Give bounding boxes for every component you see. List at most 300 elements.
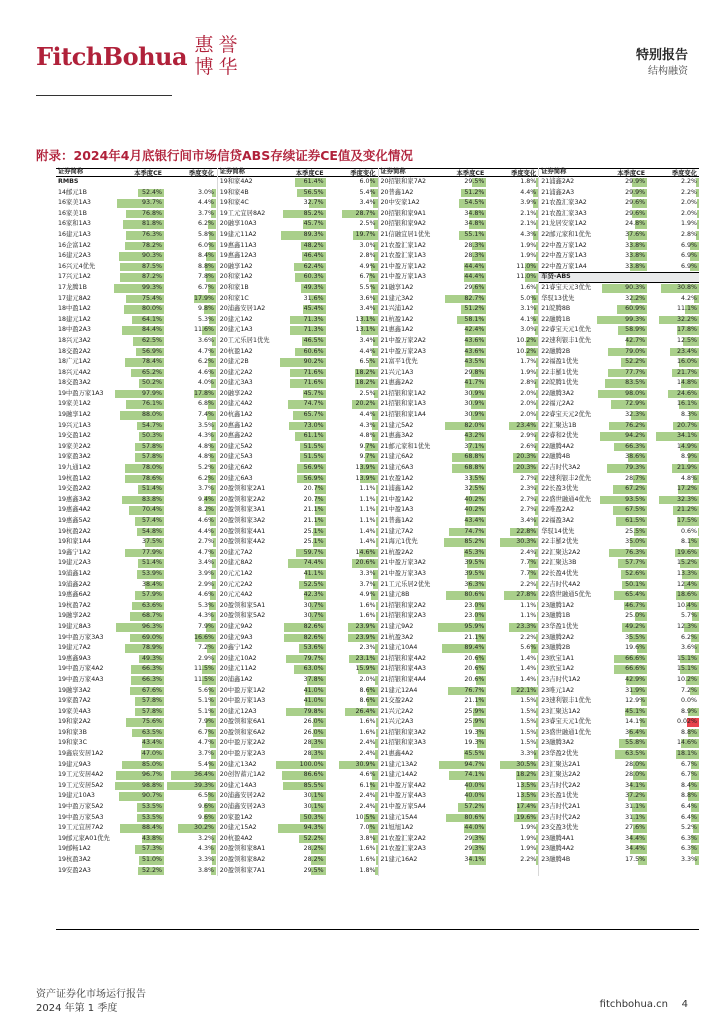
ce-text: 37.5% (141, 538, 162, 546)
change-value (647, 548, 699, 559)
change-text: 1.8% (520, 178, 537, 185)
ce-text: 54.5% (464, 199, 485, 207)
table-row (218, 696, 378, 707)
table-row (379, 675, 539, 686)
security-name: 19杭盈7A2 (58, 601, 91, 609)
ce-text: 74.1% (464, 771, 485, 779)
security-name: 18建元1A2 (58, 315, 91, 323)
change-bar (376, 506, 377, 515)
ce-text: 68.7% (141, 612, 162, 620)
ce-value (274, 442, 326, 453)
table-row (56, 770, 217, 781)
security-name: 22丰羅1优先 (541, 368, 579, 376)
security-name: 20盈领和家4A1 (219, 527, 266, 535)
change-value (486, 516, 538, 527)
ce-value (112, 431, 164, 442)
ce-value (274, 813, 326, 824)
change-bar (536, 729, 538, 738)
ce-value (434, 347, 486, 358)
ce-text: 43.6% (464, 336, 485, 344)
security-name: 19和家3C (58, 739, 88, 747)
change-text: 1.4% (520, 675, 537, 683)
security-name: 19浦鑫1A2 (58, 569, 91, 577)
ce-value (274, 580, 326, 591)
table-row (56, 654, 217, 665)
change-text: 2.4% (359, 803, 376, 811)
ce-text: 50.2% (141, 379, 162, 387)
ce-text: 88.4% (141, 824, 162, 832)
ce-value (112, 357, 164, 368)
table-row (379, 749, 539, 760)
table-row (379, 654, 539, 665)
change-value (647, 643, 699, 654)
table-row (539, 686, 699, 697)
ce-text: 35.0% (625, 538, 646, 546)
ce-text: 98.0% (625, 389, 646, 397)
security-name: 22福盈1优先 (541, 358, 579, 366)
change-text: 3.0% (359, 241, 376, 249)
security-name: 23融腾4A2 (541, 845, 575, 853)
column-header: 证券简称 (541, 168, 567, 176)
ce-text: 30.1% (303, 803, 324, 811)
ce-value (434, 452, 486, 463)
ce-text: 29.5% (303, 866, 324, 874)
security-name: 14邮元1B (58, 188, 87, 196)
change-text: 6.4% (681, 813, 697, 821)
change-text: 11.1% (676, 305, 697, 313)
ce-text: 71.3% (303, 315, 324, 323)
table-row (539, 219, 699, 230)
change-value (486, 717, 538, 728)
change-text: 2.2% (681, 178, 697, 185)
ce-text: 29.3% (464, 834, 485, 842)
change-text: 12.4% (676, 580, 697, 588)
table-row (379, 347, 539, 358)
ce-text: 57.7% (625, 559, 646, 567)
ce-value (274, 590, 326, 601)
security-name: 23融腾2A2 (541, 633, 575, 641)
change-value (486, 696, 538, 707)
ce-value (274, 770, 326, 781)
change-text: 2.5% (359, 389, 376, 397)
change-value (326, 844, 378, 855)
change-text: 17.4% (516, 803, 537, 811)
change-text: 18.6% (676, 591, 697, 599)
change-value (326, 230, 378, 241)
change-text: 2.9% (198, 654, 214, 662)
change-value (164, 495, 216, 506)
change-value (647, 421, 699, 432)
ce-value (112, 558, 164, 569)
change-text: 14.6% (676, 739, 697, 747)
change-text: 4.4% (359, 411, 376, 419)
table-column-4 (538, 168, 699, 876)
change-value (326, 791, 378, 802)
change-bar (536, 210, 539, 219)
ce-value (112, 399, 164, 410)
change-text: 1.9% (681, 220, 697, 228)
change-value (326, 855, 378, 866)
change-value (486, 770, 538, 781)
change-text: 18.2% (355, 368, 376, 376)
change-value (647, 283, 699, 294)
change-text: 5.2% (198, 464, 214, 472)
ce-value (434, 823, 486, 834)
change-text: 3.3% (520, 750, 537, 758)
ce-value (112, 813, 164, 824)
security-name: 18中盈2A3 (58, 326, 91, 334)
change-value (164, 251, 216, 262)
change-value (486, 601, 538, 612)
change-text: 4.4% (198, 527, 214, 535)
change-value (486, 590, 538, 601)
table-row (539, 749, 699, 760)
ce-text: 66.3% (141, 675, 162, 683)
ce-text: 100.0% (299, 760, 324, 768)
change-value (164, 675, 216, 686)
ce-text: 80.6% (464, 591, 485, 599)
ce-text: 26.0% (303, 718, 324, 726)
change-text: 4.8% (359, 432, 376, 440)
security-name: 20中盈万家2A3 (219, 750, 266, 758)
security-name: 20建元9A2 (219, 622, 253, 630)
ce-value (274, 357, 326, 368)
security-name: 20杭鑫1A2 (219, 411, 253, 419)
table-row (539, 230, 699, 241)
ce-value (595, 696, 647, 707)
change-value (326, 272, 378, 283)
change-text: 5.6% (520, 644, 537, 652)
change-text: 19.7% (355, 230, 376, 238)
security-name: 20招银和家9A1 (380, 209, 427, 217)
ce-value (274, 336, 326, 347)
ce-value (274, 791, 326, 802)
change-text: 3.2% (198, 834, 214, 842)
ce-value (595, 654, 647, 665)
table-row (539, 399, 699, 410)
security-name: 22中盈万家1A4 (541, 262, 587, 270)
change-text: 7.0% (359, 824, 376, 832)
change-value (326, 325, 378, 336)
ce-value (112, 389, 164, 400)
table-row (539, 728, 699, 739)
ce-text: 56.5% (303, 188, 324, 196)
ce-text: 71.6% (303, 368, 324, 376)
ce-text: 29.6% (464, 283, 485, 291)
ce-text: 76.7% (464, 686, 485, 694)
ce-text: 49.3% (303, 283, 324, 291)
ce-value (434, 855, 486, 866)
security-name: 17龙腾1B (58, 283, 87, 291)
security-name: 19家美1A2 (58, 400, 91, 408)
change-value (486, 749, 538, 760)
change-bar (536, 220, 539, 229)
ce-value (112, 537, 164, 548)
change-value (647, 791, 699, 802)
security-name: 20杭盈1A2 (219, 347, 253, 355)
change-bar (536, 242, 538, 251)
change-text: 5.4% (198, 760, 214, 768)
change-text: 4.6% (359, 771, 376, 779)
change-value (486, 219, 538, 230)
ce-value (595, 219, 647, 230)
table-row (56, 738, 217, 749)
security-name: 16企富1A2 (58, 241, 91, 249)
ce-text: 40.0% (464, 792, 485, 800)
change-value (164, 527, 216, 538)
column-header: 证券简称 (380, 168, 406, 176)
change-value (164, 654, 216, 665)
footer-website[interactable]: fitchbohua.cn (599, 999, 668, 1010)
ce-value (274, 633, 326, 644)
footer-report-name: 资产证券化市场运行报告 (36, 989, 146, 1000)
security-name: 22中盈万家1A2 (541, 241, 587, 249)
table-row (218, 251, 378, 262)
ce-text: 56.9% (141, 347, 162, 355)
change-text: 1.4% (520, 665, 537, 673)
ce-text: 30.9% (464, 389, 485, 397)
change-value (326, 770, 378, 781)
ce-value (434, 283, 486, 294)
table-row (218, 283, 378, 294)
change-text: 3.4% (359, 336, 376, 344)
change-value (326, 749, 378, 760)
change-value (164, 357, 216, 368)
ce-value (595, 558, 647, 569)
table-row (56, 601, 217, 612)
security-name: 20建元12A3 (219, 707, 257, 715)
ce-text: 45.5% (464, 750, 485, 758)
table-row (56, 283, 217, 294)
ce-text: 29.6% (625, 209, 646, 217)
change-text: 20.6% (355, 559, 376, 567)
security-name: 华驭13优先 (541, 294, 575, 302)
ce-text: 31.6% (303, 294, 324, 302)
ce-text: 46.4% (303, 252, 324, 260)
change-value (164, 569, 216, 580)
change-text: 6.7% (359, 273, 376, 281)
change-value (326, 622, 378, 633)
ce-value (112, 844, 164, 855)
security-name: 21普鑫1A2 (380, 517, 414, 524)
ce-value (112, 569, 164, 580)
ce-value (595, 283, 647, 294)
security-name: 20浦鑫安居2A3 (219, 803, 266, 811)
ce-value (112, 675, 164, 686)
table-row (56, 484, 217, 495)
table-row (379, 188, 539, 199)
table-row (539, 611, 699, 622)
change-value (164, 601, 216, 612)
security-name: 19惠鑫4A2 (58, 506, 91, 514)
security-name: 21富平1优先 (380, 358, 418, 366)
security-name: 19建元9A3 (58, 760, 91, 768)
change-text: 1.1% (520, 612, 537, 620)
security-name: 19兴元1A3 (58, 421, 91, 429)
change-value (486, 675, 538, 686)
table-column-3 (378, 168, 539, 876)
table-row (56, 421, 217, 432)
table-row (56, 378, 217, 389)
ce-text: 37.1% (464, 442, 485, 450)
ce-value (595, 717, 647, 728)
change-value (647, 654, 699, 665)
table-row (56, 548, 217, 559)
change-value (486, 347, 538, 358)
ce-text: 89.4% (464, 644, 485, 652)
change-value (647, 431, 699, 442)
ce-value (595, 760, 647, 771)
table-row (539, 368, 699, 379)
change-value (164, 686, 216, 697)
table-row (56, 315, 217, 326)
ce-text: 85.2% (464, 538, 485, 546)
security-name: 19家美4A3 (58, 707, 91, 715)
security-name: 21龙居安家1A2 (541, 220, 587, 228)
change-value (647, 442, 699, 453)
ce-text: 37.6% (625, 230, 646, 238)
ce-value (112, 548, 164, 559)
table-row (379, 294, 539, 305)
ce-value (112, 241, 164, 252)
table-row (539, 209, 699, 220)
security-name: 23欧宝1A2 (541, 665, 575, 673)
change-text: 4.6% (198, 517, 214, 524)
change-text: 5.2% (681, 824, 697, 832)
change-value (326, 664, 378, 675)
security-name: 21建元3A2 (380, 294, 414, 302)
change-value (164, 834, 216, 845)
change-text: 6.5% (198, 792, 214, 800)
table-row (56, 590, 217, 601)
security-name: 22融腾3A2 (541, 389, 575, 397)
security-name: 21中盈万家2A2 (380, 336, 427, 344)
ce-value (434, 717, 486, 728)
change-text: 7.9% (198, 718, 214, 726)
change-value (486, 580, 538, 591)
table-row (379, 686, 539, 697)
ce-value (434, 389, 486, 400)
ce-value (595, 664, 647, 675)
change-value (647, 463, 699, 474)
change-text: 7.2% (681, 686, 697, 694)
change-value (486, 452, 538, 463)
ce-value (112, 654, 164, 665)
change-text: 0.0% (681, 697, 697, 705)
table-row (379, 728, 539, 739)
table-row (218, 431, 378, 442)
change-value (164, 283, 216, 294)
security-name: 20杭盈4A2 (219, 834, 253, 842)
change-value (326, 611, 378, 622)
change-value (647, 738, 699, 749)
ce-text: 99.3% (141, 283, 162, 291)
change-value (164, 781, 216, 792)
change-value (486, 548, 538, 559)
ce-text: 28.3% (464, 252, 485, 260)
change-text: 6.7% (681, 760, 697, 768)
change-text: 6.2% (198, 220, 214, 228)
security-name: 20建元13A2 (219, 760, 257, 768)
security-name: 19杭盈2A2 (58, 527, 91, 535)
ce-value (434, 505, 486, 516)
change-text: 2.2% (681, 188, 697, 196)
security-name: 19杭盈3A2 (58, 856, 91, 863)
change-text: 5.3% (198, 601, 214, 609)
change-value (164, 241, 216, 252)
table-row (218, 728, 378, 739)
ce-text: 69.0% (141, 633, 162, 641)
table-row (379, 325, 539, 336)
table-row (218, 802, 378, 813)
change-value (486, 431, 538, 442)
security-name: 21招银和家2A3 (380, 612, 427, 620)
table-row (379, 283, 539, 294)
change-value (486, 611, 538, 622)
change-text: 18.2% (516, 771, 537, 779)
change-value (647, 399, 699, 410)
table-row (218, 452, 378, 463)
table-row (379, 855, 539, 866)
ce-value (595, 633, 647, 644)
change-value (326, 315, 378, 326)
security-name: 19融享2A2 (58, 612, 91, 620)
change-value (647, 474, 699, 485)
change-text: 11.5% (193, 665, 214, 673)
ce-text: 88.0% (141, 411, 162, 419)
change-value (326, 760, 378, 771)
ce-value (595, 241, 647, 252)
table-row (218, 347, 378, 358)
change-text: 3.9% (198, 569, 214, 577)
ce-value (112, 760, 164, 771)
change-text: 7.7% (520, 569, 537, 577)
ce-text: 74.4% (303, 559, 324, 567)
change-value (164, 188, 216, 199)
change-text: 30.8% (676, 283, 697, 291)
table-column-2 (217, 168, 378, 876)
security-name: 19融享3A2 (58, 686, 91, 694)
security-name: 19融享1A2 (58, 411, 91, 419)
security-name: 20盈领和家5A1 (219, 601, 266, 609)
security-name: 23融腾4B (541, 856, 571, 863)
change-text: 1.4% (520, 654, 537, 662)
change-text: 2.7% (198, 538, 214, 546)
column-header: 本季度CE (456, 170, 485, 177)
table-row (218, 580, 378, 591)
table-row (56, 272, 217, 283)
column-header: 证券简称 (219, 168, 245, 176)
ce-text: 82.6% (303, 622, 324, 630)
ce-value (112, 781, 164, 792)
ce-value (112, 664, 164, 675)
security-name: 21兴元1A3 (380, 368, 414, 376)
change-value (647, 527, 699, 538)
appendix-title: 附录：2024年4月底银行间市场信贷ABS存续证券CE值及变化情况 (36, 148, 413, 163)
change-text: 1.9% (520, 824, 537, 832)
table-row (379, 410, 539, 421)
security-name: 19惠鑫5A2 (58, 517, 91, 524)
column-header: 本季度CE (617, 170, 646, 177)
table-row (379, 717, 539, 728)
ce-value (274, 251, 326, 262)
table-row (379, 262, 539, 273)
logo-seal (193, 34, 239, 78)
change-value (164, 442, 216, 453)
table-row (56, 516, 217, 527)
change-text: 8.9% (681, 707, 697, 715)
change-text: 0.6% (681, 527, 697, 535)
